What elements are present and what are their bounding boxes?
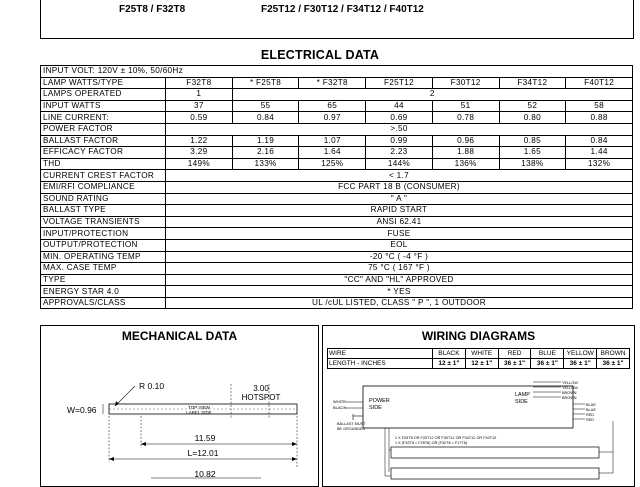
lamp-side-label-2: SIDE (515, 399, 528, 405)
wire-color-blue: BLUE (531, 349, 564, 359)
lamp-side-label-1: LAMP (515, 392, 530, 398)
electrical-row-value: 1 (166, 89, 233, 101)
bottom-dimension-label: 10.82 (194, 469, 216, 479)
electrical-row-value: 144% (366, 158, 433, 170)
electrical-row-value: 0.80 (499, 112, 566, 124)
mechanical-data-panel (40, 325, 319, 487)
electrical-row-label: CURRENT CREST FACTOR (41, 170, 166, 182)
electrical-data-title: ELECTRICAL DATA (260, 48, 380, 62)
ground-note-1: BALLAST MUST (337, 422, 366, 426)
electrical-row-label: LAMPS OPERATED (41, 89, 166, 101)
electrical-row-label: MAX. CASE TEMP (41, 263, 166, 275)
electrical-row-label: BALLAST FACTOR (41, 135, 166, 147)
electrical-row-value: 138% (499, 158, 566, 170)
power-side-label-1: POWER (369, 398, 390, 404)
electrical-row-value: F34T12 (499, 77, 566, 89)
wire-color-yellow: YELLOW (564, 349, 597, 359)
electrical-row-value: 1.19 (232, 135, 299, 147)
electrical-row-value: "CC" AND "HL" APPROVED (166, 274, 633, 286)
electrical-row-label: BALLAST TYPE (41, 205, 166, 217)
mechanical-data-title: MECHANICAL DATA (121, 329, 238, 343)
electrical-row-value: 1.07 (299, 135, 366, 147)
lamp-config-note-2: 1 X (F32T8 = F25T8) OR (F32T8 = F17T8) (395, 441, 468, 445)
wire-header: WIRE (328, 349, 433, 359)
electrical-row-label: MIN. OPERATING TEMP (41, 251, 166, 263)
top-view-label: TOP VIEW (188, 405, 210, 410)
electrical-row-value: F30T12 (432, 77, 499, 89)
electrical-row (41, 263, 633, 275)
electrical-row-value: 0.69 (366, 112, 433, 124)
electrical-row-value: 55 (232, 100, 299, 112)
length-red: 36 ± 1" (498, 359, 531, 369)
length-black: 12 ± 1" (433, 359, 466, 369)
ground-note-2: BE GROUNDED (337, 427, 366, 431)
electrical-row-value: F25T12 (366, 77, 433, 89)
electrical-row (41, 228, 633, 240)
electrical-row-value: 0.88 (566, 112, 633, 124)
electrical-row (41, 297, 633, 309)
electrical-row-value: 0.96 (432, 135, 499, 147)
inner-dimension-arrow-left (141, 442, 146, 446)
input-volt-row (41, 66, 633, 78)
electrical-row-label: EMI/RFI COMPLIANCE (41, 181, 166, 193)
length-dimension-arrow-right (292, 457, 297, 461)
electrical-row-value: 2.16 (232, 147, 299, 159)
label-side-label: LABEL SIDE (186, 410, 212, 415)
electrical-row-value: >.50 (166, 123, 633, 135)
electrical-row-value: 65 (299, 100, 366, 112)
electrical-row-value: 133% (232, 158, 299, 170)
lamp-tube-2 (391, 468, 599, 479)
wiring-diagrams-title: WIRING DIAGRAMS (421, 329, 536, 343)
electrical-row-value: 1.44 (566, 147, 633, 159)
electrical-row (41, 147, 633, 159)
right-wire-label-blue-1: BLUE (586, 403, 596, 407)
electrical-row-value: 2 (232, 89, 632, 101)
electrical-row (41, 205, 633, 217)
electrical-row-value: 1.64 (299, 147, 366, 159)
width-label: W=0.96 (67, 405, 97, 415)
wire-color-black: BLACK (433, 349, 466, 359)
electrical-row-value: 51 (432, 100, 499, 112)
electrical-row-value: FCC PART 18 B (CONSUMER) (166, 181, 633, 193)
electrical-row (41, 100, 633, 112)
electrical-row (41, 77, 633, 89)
length-dimension-label: L=12.01 (187, 448, 219, 458)
electrical-row-value: 0.99 (366, 135, 433, 147)
electrical-row-value: 0.59 (166, 112, 233, 124)
electrical-row-value: EOL (166, 239, 633, 251)
electrical-row-label: ENERGY STAR 4.0 (41, 286, 166, 298)
hotspot-value: 3.00 (253, 384, 269, 393)
electrical-row-label: VOLTAGE TRANSIENTS (41, 216, 166, 228)
electrical-row-value: 44 (366, 100, 433, 112)
inner-dimension-label: 11.59 (194, 433, 216, 443)
right-wire-label-yellow-1: YELLOW (562, 381, 578, 385)
electrical-row-value: ANSI 62.41 (166, 216, 633, 228)
electrical-row-value: 3.29 (166, 147, 233, 159)
electrical-row-value: 1.65 (499, 147, 566, 159)
length-dimension-arrow-left (109, 457, 114, 461)
electrical-row (41, 112, 633, 124)
electrical-row-value: 149% (166, 158, 233, 170)
electrical-row-value: FUSE (166, 228, 633, 240)
electrical-data-table (40, 65, 633, 309)
electrical-row-label: THD (41, 158, 166, 170)
electrical-row-value: * F32T8 (299, 77, 366, 89)
electrical-row-value: 37 (166, 100, 233, 112)
electrical-row (41, 181, 633, 193)
hotspot-label: HOTSPOT (241, 393, 281, 402)
electrical-row (41, 274, 633, 286)
electrical-row-value: 75 °C ( 167 °F ) (166, 263, 633, 275)
radius-arrow (115, 401, 119, 406)
electrical-row-value: 0.78 (432, 112, 499, 124)
electrical-row (41, 193, 633, 205)
electrical-row-value: 52 (499, 100, 566, 112)
electrical-row-value: F40T12 (566, 77, 633, 89)
electrical-row-label: SOUND RATING (41, 193, 166, 205)
mechanical-drawing (41, 326, 318, 486)
electrical-row-value: < 1.7 (166, 170, 633, 182)
wire-color-white: WHITE (465, 349, 498, 359)
right-wire-label-brown-2: BROWN (562, 396, 577, 400)
electrical-row-value: * YES (166, 286, 633, 298)
lamp-tube-1 (391, 447, 599, 458)
electrical-row-label: INPUT WATTS (41, 100, 166, 112)
electrical-row (41, 286, 633, 298)
electrical-row-value: 136% (432, 158, 499, 170)
header-lamp-types-t12: F25T12 / F30T12 / F34T12 / F40T12 (261, 4, 424, 15)
electrical-row-value: * F25T8 (232, 77, 299, 89)
wire-color-red: RED (498, 349, 531, 359)
length-white: 12 ± 1" (465, 359, 498, 369)
electrical-row-label: LINE CURRENT: (41, 112, 166, 124)
electrical-row-value: 0.85 (499, 135, 566, 147)
length-header: LENGTH - INCHES (328, 359, 433, 369)
wiring-schematic (323, 326, 634, 486)
electrical-row-value: RAPID START (166, 205, 633, 217)
header-box (40, 0, 634, 39)
wire-color-brown: BROWN (597, 349, 630, 359)
electrical-row (41, 89, 633, 101)
electrical-row (41, 135, 633, 147)
length-brown: 36 ± 1" (597, 359, 630, 369)
electrical-row-label: OUTPUT/PROTECTION (41, 239, 166, 251)
electrical-row (41, 123, 633, 135)
electrical-row-value: -20 °C ( -4 °F ) (166, 251, 633, 263)
right-wire-label-red-2: RED (586, 418, 595, 422)
header-lamp-types-t8: F25T8 / F32T8 (119, 4, 186, 15)
electrical-row-label: APPROVALS/CLASS (41, 297, 166, 309)
electrical-row (41, 251, 633, 263)
length-blue: 36 ± 1" (531, 359, 564, 369)
electrical-row-value: 0.97 (299, 112, 366, 124)
electrical-row-value: " A " (166, 193, 633, 205)
electrical-row (41, 216, 633, 228)
lamp-config-note-1: 2 X F25T8 OR F25T12 OR F30T12 OR F34T12 OR F40T12 (395, 436, 497, 440)
electrical-row (41, 170, 633, 182)
electrical-row-label: POWER FACTOR (41, 123, 166, 135)
right-wire-label-blue-2: BLUE (586, 408, 596, 412)
electrical-row (41, 239, 633, 251)
black-wire-label: BLACK (333, 405, 347, 410)
electrical-row-label: TYPE (41, 274, 166, 286)
wiring-diagrams-panel (322, 325, 635, 487)
input-volt-cell: INPUT VOLT: 120V ± 10%, 50/60Hz (41, 66, 633, 78)
electrical-row (41, 158, 633, 170)
radius-label: R 0.10 (139, 381, 165, 391)
right-wire-label-yellow-2: YELLOW (562, 386, 578, 390)
electrical-row-value: UL /cUL LISTED, CLASS " P ", 1 OUTDOOR (166, 297, 633, 309)
electrical-row-value: 125% (299, 158, 366, 170)
electrical-row-value: 0.84 (232, 112, 299, 124)
electrical-row-label: INPUT/PROTECTION (41, 228, 166, 240)
right-wire-label-red-1: RED (586, 413, 595, 417)
length-yellow: 36 ± 1" (564, 359, 597, 369)
inner-dimension-arrow-right (292, 442, 297, 446)
electrical-row-value: 1.22 (166, 135, 233, 147)
electrical-row-value: 2.23 (366, 147, 433, 159)
electrical-row-value: 0.84 (566, 135, 633, 147)
power-side-label-2: SIDE (369, 405, 382, 411)
electrical-row-value: 58 (566, 100, 633, 112)
electrical-row-value: 132% (566, 158, 633, 170)
right-wire-label-brown-1: BROWN (562, 391, 577, 395)
ballast-box (363, 386, 573, 428)
electrical-row-label: LAMP WATTS/TYPE (41, 77, 166, 89)
electrical-row-value: 1.88 (432, 147, 499, 159)
electrical-row-label: EFFICACY FACTOR (41, 147, 166, 159)
electrical-row-value: F32T8 (166, 77, 233, 89)
white-wire-label: WHITE (333, 399, 346, 404)
